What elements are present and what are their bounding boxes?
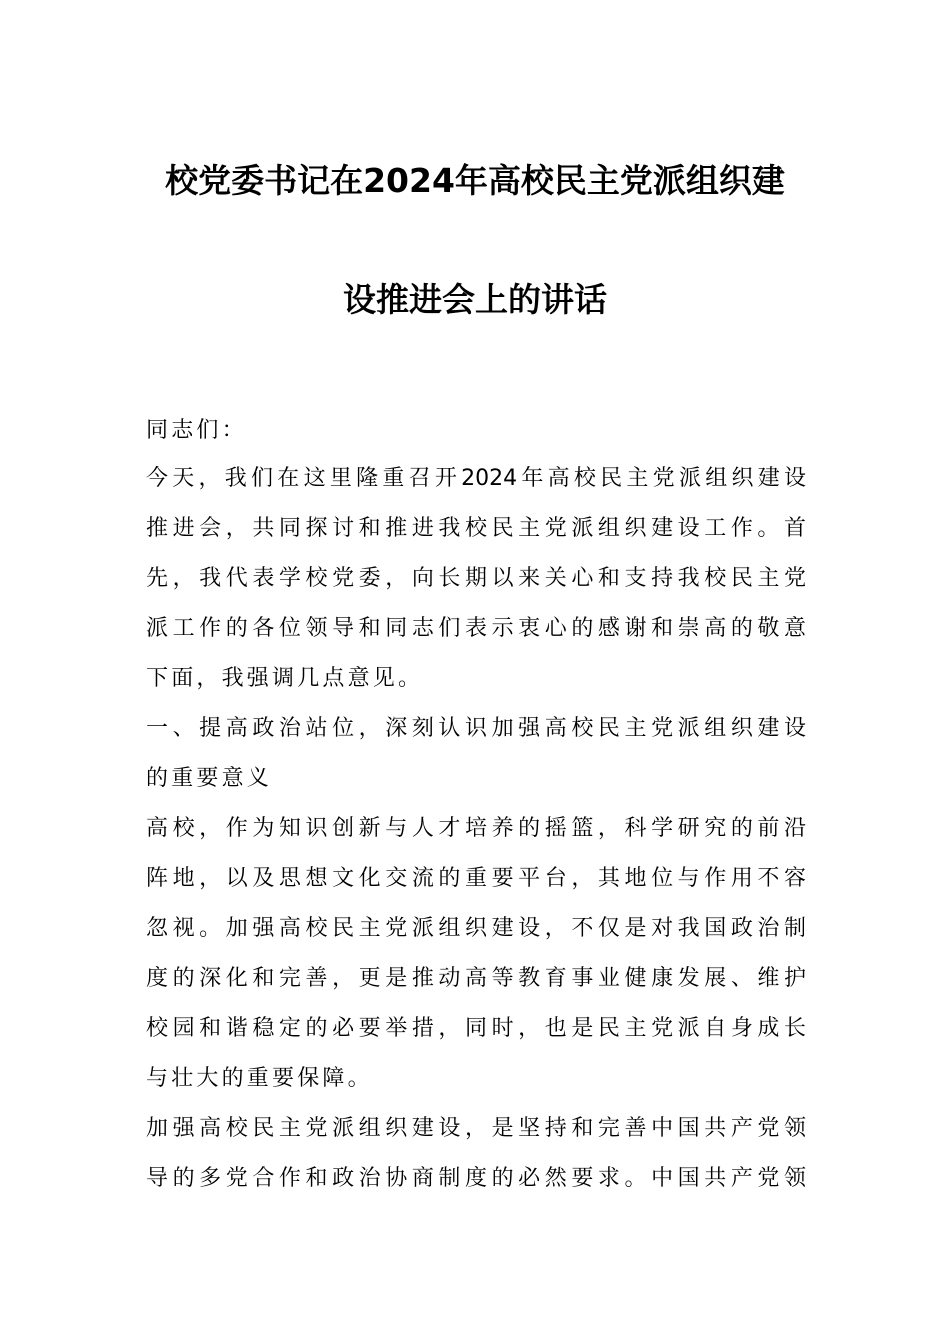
salutation: 同志们： xyxy=(146,418,247,443)
document-title-line-1: 校党委书记在2024年高校民主党派组织建 xyxy=(165,161,785,200)
body-line: 导的多党合作和政治协商制度的必然要求。中国共产党领 xyxy=(146,1166,806,1191)
body-line: 忽视。加强高校民主党派组织建设，不仅是对我国政治制 xyxy=(146,916,806,941)
body-line: 推进会，共同探讨和推进我校民主党派组织建设工作。首 xyxy=(146,516,806,541)
body-line: 校园和谐稳定的必要举措，同时，也是民主党派自身成长 xyxy=(146,1016,806,1041)
body-line: 先，我代表学校党委，向长期以来关心和支持我校民主党 xyxy=(146,566,806,591)
section-heading-line: 一、提高政治站位，深刻认识加强高校民主党派组织建设 xyxy=(146,716,806,741)
body-line: 高校，作为知识创新与人才培养的摇篮，科学研究的前沿 xyxy=(146,816,806,841)
body-line: 阵地，以及思想文化交流的重要平台，其地位与作用不容 xyxy=(146,866,806,891)
section-heading-line: 的重要意义 xyxy=(146,766,273,791)
body-line: 派工作的各位领导和同志们表示衷心的感谢和崇高的敬意 xyxy=(146,616,806,641)
body-line: 今天，我们在这里隆重召开2024年高校民主党派组织建设 xyxy=(146,466,806,491)
body-line: 加强高校民主党派组织建设，是坚持和完善中国共产党领 xyxy=(146,1116,806,1141)
body-line: 度的深化和完善，更是推动高等教育事业健康发展、维护 xyxy=(146,966,806,991)
document-title-line-2: 设推进会上的讲话 xyxy=(343,280,607,319)
body-line: 与壮大的重要保障。 xyxy=(146,1066,373,1091)
body-line: 下面，我强调几点意见。 xyxy=(146,666,424,691)
